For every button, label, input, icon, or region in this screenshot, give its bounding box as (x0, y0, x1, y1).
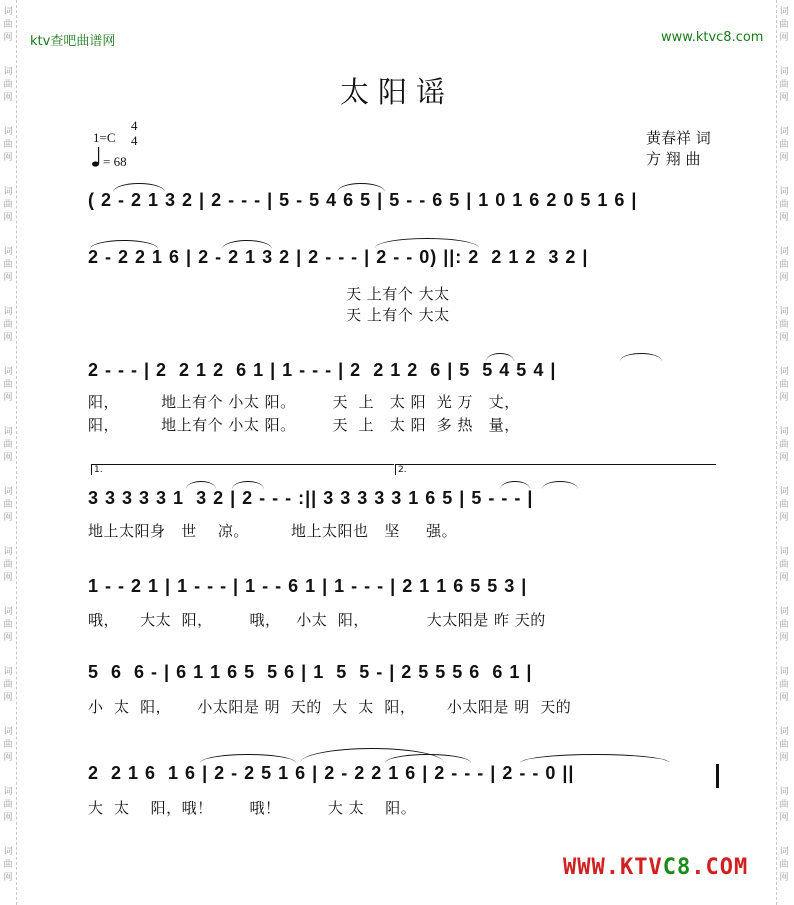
watermark-mark: 词 曲 网 (3, 7, 13, 43)
slur (186, 481, 216, 489)
watermark-mark: 词 曲 网 (779, 427, 789, 463)
slur (222, 240, 272, 249)
time-top: 4 (131, 118, 138, 133)
watermark-mark: 词 曲 网 (779, 727, 789, 763)
watermark-mark: 词 曲 网 (779, 607, 789, 643)
notation-line: ( 2 - 2 1 3 2 | 2 - - - | 5 - 5 4 6 5 | 5 - - 6 5 | 1 0 1 6 2 0 5 1 6 | (88, 190, 638, 210)
watermark-mark: 词 曲 网 (779, 547, 789, 583)
lyric-line: 天 上有个 大太 (88, 285, 450, 303)
watermark-mark: 词 曲 网 (779, 7, 789, 43)
right-watermark (778, 0, 792, 905)
notation-line: 2 - - - | 2 2 1 2 6 1 | 1 - - - | 2 2 1 2 6 | 5 5 4 5 4 | (88, 360, 557, 380)
lyric-line: 大 太 阳，哦！ 哦！ 大 太 阳。 (88, 799, 417, 817)
watermark-mark: 词 曲 网 (779, 127, 789, 163)
site-name-left[interactable]: ktv查吧曲谱网 (30, 34, 116, 49)
slur (113, 183, 165, 192)
lyric-line: 小 太 阳， 小太阳是 明 天的 大 太 阳， 小太阳是 明 天的 (88, 698, 572, 716)
site-logo[interactable]: WWW.KTVC8.COM (563, 855, 749, 880)
time-signature (131, 118, 138, 148)
slur (200, 754, 296, 763)
lyric-line: 阳， 地上有个 小太 阳。 天 上 太 阳 多 热 量， (88, 416, 520, 434)
volta-2: 2. (395, 464, 716, 475)
lyric-line: 阳， 地上有个 小太 阳。 天 上 太 阳 光 万 丈， (88, 393, 520, 411)
lyricist: 黄春祥 词 (646, 129, 711, 147)
watermark-mark: 词 曲 网 (3, 127, 13, 163)
watermark-mark: 词 曲 网 (3, 367, 13, 403)
quarter-note-icon (92, 146, 100, 168)
notation-line: 3 3 3 3 3 1 3 2 | 2 - - - :|| 3 3 3 3 3 1 6 5 | 5 - - - | (88, 488, 534, 508)
watermark-mark: 词 曲 网 (3, 187, 13, 223)
lyric-line: 地上太阳身 世 凉。 地上太阳也 坚 强。 (88, 522, 458, 540)
right-border (776, 0, 777, 905)
watermark-mark: 词 曲 网 (779, 187, 789, 223)
time-bottom: 4 (131, 133, 138, 148)
watermark-mark: 词 曲 网 (779, 847, 789, 883)
left-watermark (2, 0, 16, 905)
slur (232, 481, 264, 489)
watermark-mark: 词 曲 网 (3, 247, 13, 283)
watermark-mark: 词 曲 网 (779, 367, 789, 403)
watermark-mark: 词 曲 网 (3, 787, 13, 823)
slur (486, 353, 514, 361)
song-title: 太阳谣 (339, 75, 454, 109)
notation-line: 2 2 1 6 1 6 | 2 - 2 5 1 6 | 2 - 2 2 1 6 | 2 - - - | 2 - - 0 || (88, 763, 575, 783)
watermark-mark: 词 曲 网 (779, 487, 789, 523)
watermark-mark: 词 曲 网 (3, 487, 13, 523)
notation-line: 1 - - 2 1 | 1 - - - | 1 - - 6 1 | 1 - - - | 2 1 1 6 5 5 3 | (88, 576, 528, 596)
slur (620, 353, 662, 361)
watermark-mark: 词 曲 网 (3, 607, 13, 643)
slur (375, 238, 479, 248)
watermark-mark: 词 曲 网 (779, 247, 789, 283)
watermark-mark: 词 曲 网 (3, 547, 13, 583)
watermark-mark: 词 曲 网 (3, 307, 13, 343)
notation-line: 5 6 6 - | 6 1 1 6 5 5 6 | 1 5 5 - | 2 5 5 5 6 6 1 | (88, 662, 533, 682)
left-border (16, 0, 17, 905)
volta-1: 1. (91, 464, 394, 475)
site-url-right[interactable]: www.ktvc8.com (661, 30, 764, 45)
watermark-mark: 词 曲 网 (779, 67, 789, 103)
watermark-mark: 词 曲 网 (3, 727, 13, 763)
slur (520, 754, 670, 763)
key-signature: 1=C (93, 130, 116, 145)
notation-line: 2 - 2 2 1 6 | 2 - 2 1 3 2 | 2 - - - | 2 - - 0) ||: 2 2 1 2 3 2 | (88, 247, 589, 267)
tempo-marking: = 68 (103, 154, 127, 169)
final-barline (716, 764, 719, 788)
composer: 方 翔 曲 (646, 150, 701, 168)
watermark-mark: 词 曲 网 (3, 667, 13, 703)
watermark-mark: 词 曲 网 (3, 427, 13, 463)
watermark-mark: 词 曲 网 (779, 787, 789, 823)
credits (646, 128, 711, 170)
slur (337, 183, 385, 192)
slur (90, 240, 158, 249)
watermark-mark: 词 曲 网 (779, 307, 789, 343)
lyric-line: 哦， 大太 阳， 哦， 小太 阳， 大太阳是 昨 天的 (88, 611, 546, 629)
watermark-mark: 词 曲 网 (779, 667, 789, 703)
lyric-line: 天 上有个 大太 (88, 306, 450, 324)
watermark-mark: 词 曲 网 (3, 67, 13, 103)
slur (500, 481, 530, 489)
watermark-mark: 词 曲 网 (3, 847, 13, 883)
slur (542, 481, 578, 489)
